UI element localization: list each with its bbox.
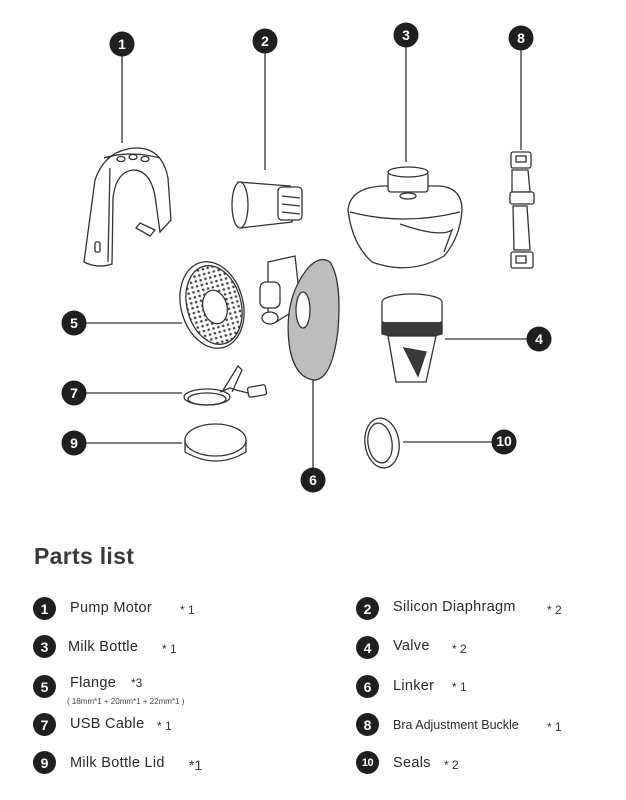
part-quantity: * 1 [547, 720, 562, 734]
part-quantity: *1 [189, 757, 203, 773]
part-quantity: * 1 [180, 603, 195, 617]
svg-text:7: 7 [70, 385, 78, 401]
callout-8 [509, 26, 534, 51]
linker-illustration [260, 256, 339, 380]
part-quantity: * 2 [452, 642, 467, 656]
part-quantity: * 1 [157, 719, 172, 733]
svg-text:5: 5 [70, 315, 78, 331]
callout-2 [253, 29, 278, 54]
part-number-badge: 4 [356, 636, 379, 659]
bra-buckle-illustration [510, 152, 534, 268]
seals-illustration [362, 416, 403, 470]
usb-cable-illustration [184, 366, 267, 405]
svg-text:8: 8 [517, 30, 525, 46]
svg-text:6: 6 [309, 472, 317, 488]
part-number-badge: 1 [33, 597, 56, 620]
svg-text:3: 3 [402, 27, 410, 43]
callout-5 [62, 311, 87, 336]
part-quantity: * 2 [444, 758, 459, 772]
parts-list-heading: Parts list [34, 543, 135, 569]
part-name: Valve [393, 638, 430, 654]
part-quantity: * 2 [547, 603, 562, 617]
callout-4 [527, 327, 552, 352]
callout-7 [62, 381, 87, 406]
part-number-badge: 7 [33, 713, 56, 736]
svg-text:1: 1 [118, 36, 126, 52]
part-name: USB Cable [70, 716, 145, 732]
part-name: Silicon Diaphragm [393, 599, 516, 615]
svg-text:2: 2 [261, 33, 269, 49]
part-number-badge: 10 [356, 751, 379, 774]
part-name: Milk Bottle Lid [70, 755, 165, 771]
part-name: Milk Bottle [68, 639, 139, 655]
svg-text:4: 4 [535, 331, 543, 347]
part-quantity: * 1 [452, 680, 467, 694]
callout-9 [62, 431, 87, 456]
part-size-note: ( 18mm*1 + 20mm*1 + 22mm*1 ) [67, 697, 185, 706]
part-name: Flange [70, 675, 117, 691]
svg-text:9: 9 [70, 435, 78, 451]
leader-lines [86, 47, 527, 468]
part-number-badge: 5 [33, 675, 56, 698]
part-name: Linker [393, 678, 435, 694]
part-quantity: *3 [131, 676, 143, 690]
part-number-badge: 9 [33, 751, 56, 774]
milk-bottle-lid-illustration [185, 424, 246, 461]
pump-motor-illustration [84, 148, 171, 266]
callout-10 [492, 430, 517, 455]
flange-illustration [171, 254, 254, 355]
part-number-badge: 2 [356, 597, 379, 620]
svg-text:10: 10 [496, 433, 512, 449]
part-name: Pump Motor [70, 600, 152, 616]
part-name: Seals [393, 755, 431, 771]
callout-1 [110, 32, 135, 57]
silicon-diaphragm-illustration [232, 182, 302, 228]
part-number-badge: 6 [356, 675, 379, 698]
part-name: Bra Adjustment Buckle [393, 718, 519, 732]
callout-6 [301, 468, 326, 493]
part-number-badge: 8 [356, 713, 379, 736]
milk-bottle-illustration [348, 167, 462, 268]
part-quantity: * 1 [162, 642, 177, 656]
callout-3 [394, 23, 419, 48]
valve-illustration [382, 294, 442, 382]
part-number-badge: 3 [33, 635, 56, 658]
